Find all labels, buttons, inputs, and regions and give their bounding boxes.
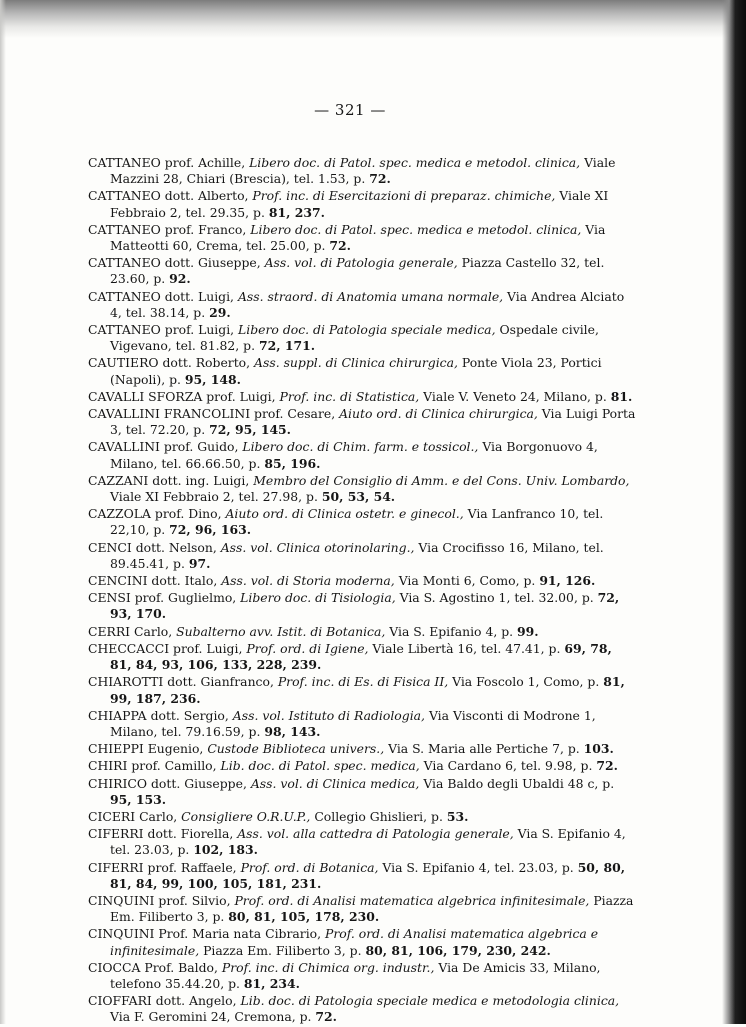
- entry-name: CAVALLINI: [88, 439, 160, 455]
- entry-title: prof. Guido,: [159, 439, 243, 455]
- entry-pages: 72, 93, 170.: [110, 590, 620, 622]
- entry-name: CAVALLI SFORZA: [88, 388, 203, 404]
- entry-name: CATTANEO: [88, 221, 161, 237]
- entry-address: Via S. Maria alle Pertiche 7, p.: [384, 741, 584, 757]
- entry-name: CENCINI: [88, 573, 148, 589]
- entry-address: Via Borgonuovo 4, Milano, tel. 66.66.50, p.: [110, 439, 598, 471]
- entry-pages: 72.: [329, 238, 351, 254]
- entry-pages: 72.: [315, 1009, 337, 1025]
- entry-name: CIOFFARI: [88, 993, 152, 1009]
- entry-title: dott. Giuseppe,: [147, 775, 251, 791]
- entry-title: prof. Luigi,: [202, 388, 280, 404]
- directory-entry: [88, 674, 636, 706]
- directory-entry: [88, 255, 636, 287]
- entry-address: Viale Libertà 16, tel. 47.41, p.: [368, 640, 565, 656]
- entry-title: dott. ing. Luigi,: [148, 472, 254, 488]
- entry-role: Ass. vol. Clinica otorinolaring.,: [220, 539, 415, 555]
- entry-title: dott. Angelo,: [151, 993, 241, 1009]
- entry-pages: 72.: [596, 758, 618, 774]
- directory-entry: [88, 758, 636, 774]
- entry-pages: 50, 53, 54.: [321, 489, 396, 505]
- entry-role: Membro del Consiglio di Amm. e del Cons. Univ. Lombardo,: [253, 472, 630, 488]
- entry-title: dott. Gianfranco,: [163, 674, 278, 690]
- entry-name: CATTANEO: [88, 322, 161, 338]
- entry-role: Ass. vol. Istituto di Radiologia,: [232, 707, 425, 723]
- directory-entry: [88, 506, 636, 538]
- entry-pages: 80, 81, 105, 178, 230.: [228, 909, 380, 925]
- entry-address: Viale Mazzini 28, Chiari (Brescia), tel. 1.53, p.: [110, 155, 616, 187]
- entry-address: Via Cardano 6, tel. 9.98, p.: [419, 758, 597, 774]
- entry-role: Ass. straord. di Anatomia umana normale,: [237, 288, 504, 304]
- entry-pages: 95, 153.: [110, 791, 167, 807]
- entry-title: prof. Cesare,: [250, 406, 340, 422]
- entry-address: Piazza Castello 32, tel. 23.60, p.: [110, 255, 605, 287]
- entry-name: CAZZANI: [88, 472, 149, 488]
- entry-role: Lib. doc. di Patologia speciale medica e metodologia clinica,: [240, 993, 620, 1009]
- entry-role: Libero doc. di Patologia speciale medica,: [238, 322, 496, 338]
- entry-name: CATTANEO: [88, 155, 161, 170]
- entry-pages: 95, 148.: [184, 371, 241, 387]
- entry-name: CIFERRI: [88, 859, 144, 875]
- entry-name: CIOCCA: [88, 959, 141, 975]
- entry-title: dott. Giuseppe,: [160, 255, 265, 271]
- entry-title: dott. Fiorella,: [143, 826, 238, 842]
- entry-pages: 80, 81, 106, 179, 230, 242.: [365, 942, 551, 958]
- entry-pages: 72, 95, 145.: [209, 422, 291, 438]
- entry-name: CINQUINI: [88, 926, 155, 942]
- entry-pages: 81, 234.: [243, 975, 300, 991]
- entry-address: Via De Amicis 33, Milano, telefono 35.44.20, p.: [110, 959, 601, 991]
- directory-entry: [88, 222, 636, 254]
- entry-pages: 97.: [188, 555, 211, 571]
- entry-title: prof. Achille,: [160, 155, 250, 170]
- directory-entry: [88, 289, 636, 321]
- directory-entry: [88, 406, 636, 438]
- entry-title: Carlo,: [130, 623, 177, 639]
- entry-pages: 98, 143.: [264, 723, 321, 739]
- directory-entry: [88, 590, 636, 622]
- directory-entry: [88, 355, 636, 387]
- entry-role: Libero doc. di Chim. farm. e tossicol.,: [242, 439, 479, 455]
- entry-name: CATTANEO: [88, 255, 161, 271]
- entry-address: Via S. Epifanio 4, tel. 23.03, p.: [110, 826, 626, 858]
- entry-pages: 72, 171.: [258, 338, 316, 354]
- entry-address: Via Monti 6, Como, p.: [394, 573, 540, 589]
- entry-role: Ass. vol. di Patologia generale,: [264, 255, 458, 271]
- entry-title: prof. Luigi,: [169, 640, 247, 656]
- entry-address: Via Foscolo 1, Como, p.: [448, 674, 604, 690]
- entry-name: CINQUINI: [88, 892, 155, 908]
- entry-address: Via Matteotti 60, Crema, tel. 25.00, p.: [110, 221, 606, 254]
- entry-pages: 81, 99, 187, 236.: [110, 674, 625, 706]
- entry-role: Prof. ord. di Botanica,: [240, 859, 379, 875]
- entry-title: Carlo,: [135, 808, 182, 824]
- entry-address: Via Andrea Alciato 4, tel. 38.14, p.: [110, 288, 625, 320]
- entry-address: Via S. Epifanio 4, p.: [385, 623, 518, 639]
- directory-entry: [88, 322, 636, 354]
- directory-entry: [88, 960, 636, 992]
- entry-role: Prof. ord. di Igiene,: [246, 640, 369, 656]
- entry-name: CATTANEO: [88, 188, 161, 204]
- entry-address: Via Crocifisso 16, Milano, tel. 89.45.41, p.: [110, 539, 604, 571]
- entry-title: prof. Silvio,: [154, 892, 235, 908]
- entry-address: Piazza Em. Filiberto 3, p.: [110, 892, 634, 925]
- directory-entry: [88, 439, 636, 471]
- entry-name: CENCI: [88, 539, 132, 555]
- entry-title: prof. Dino,: [150, 506, 226, 522]
- entry-address: Piazza Em. Filiberto 3, p.: [199, 942, 366, 958]
- entry-address: Ponte Viola 23, Portici (Napoli), p.: [110, 355, 602, 387]
- entry-role: Libero doc. di Patol. spec. medica e metodol. clinica,: [249, 155, 581, 170]
- entry-role: Ass. suppl. di Clinica chirurgica,: [254, 355, 458, 371]
- directory-entry: [88, 893, 636, 925]
- entry-name: CHIRICO: [88, 775, 148, 791]
- entry-title: prof. Raffaele,: [143, 859, 241, 875]
- entry-pages: 81.: [610, 388, 633, 404]
- entry-name: CENSI: [88, 590, 131, 606]
- directory-entries: [88, 155, 636, 1027]
- directory-entry: [88, 188, 636, 220]
- entry-title: dott. Alberto,: [160, 188, 253, 204]
- entry-title: dott. Sergio,: [146, 707, 233, 723]
- entry-pages: 91, 126.: [539, 573, 596, 589]
- entry-address: Ospedale civile, Vigevano, tel. 81.82, p.: [110, 322, 599, 354]
- entry-role: Prof. inc. di Statistica,: [279, 388, 420, 404]
- entry-name: CHIRI: [88, 758, 128, 774]
- directory-entry: [88, 809, 636, 825]
- entry-name: CAZZOLA: [88, 506, 151, 522]
- directory-entry: [88, 860, 636, 892]
- directory-entry: [88, 473, 636, 505]
- directory-entry: [88, 540, 636, 572]
- entry-address: Via S. Agostino 1, tel. 32.00, p.: [395, 590, 598, 606]
- entry-pages: 69, 78, 81, 84, 93, 106, 133, 228, 239.: [110, 640, 612, 673]
- entry-pages: 92.: [169, 271, 191, 287]
- entry-role: Aiuto ord. di Clinica ostetr. e ginecol.,: [225, 506, 464, 522]
- entry-pages: 103.: [583, 741, 614, 757]
- entry-name: CIFERRI: [88, 826, 144, 842]
- entry-address: Via Lanfranco 10, tel. 22,10, p.: [110, 506, 604, 538]
- entry-pages: 72, 96, 163.: [169, 522, 252, 538]
- entry-pages: 29.: [209, 304, 231, 320]
- entry-title: dott. Roberto,: [158, 355, 255, 371]
- entry-role: Prof. inc. di Esercitazioni di preparaz. chimiche,: [252, 188, 556, 204]
- entry-address: Collegio Ghislieri, p.: [310, 808, 447, 824]
- entry-role: Prof. inc. di Es. di Fisica II,: [277, 674, 449, 690]
- directory-entry: [88, 993, 636, 1025]
- entry-role: Aiuto ord. di Clinica chirurgica,: [339, 406, 538, 422]
- entry-address: Viale V. Veneto 24, Milano, p.: [419, 388, 611, 404]
- directory-entry: [88, 708, 636, 740]
- directory-entry: [88, 624, 636, 640]
- entry-name: CHECCACCI: [88, 640, 170, 656]
- directory-entry: [88, 573, 636, 589]
- entry-role: Subalterno avv. Istit. di Botanica,: [176, 623, 386, 639]
- entry-pages: 99.: [517, 623, 539, 639]
- entry-role: Libero doc. di Tisiologia,: [240, 590, 396, 606]
- entry-address: Via S. Epifanio 4, tel. 23.03, p.: [378, 859, 578, 875]
- entry-title: Eugenio,: [143, 741, 208, 757]
- directory-entry: [88, 741, 636, 757]
- directory-entry: [88, 641, 636, 673]
- entry-pages: 53.: [446, 808, 469, 824]
- scan-top-shadow: [0, 0, 746, 38]
- entry-title: prof. Camillo,: [127, 758, 221, 774]
- entry-role: Prof. inc. di Chimica org. industr.,: [221, 959, 435, 975]
- entry-title: dott. Italo,: [147, 573, 222, 589]
- entry-role: Lib. doc. di Patol. spec. medica,: [220, 758, 420, 774]
- directory-entry: [88, 389, 636, 405]
- directory-entry: [88, 826, 636, 858]
- entry-pages: 50, 80, 81, 84, 99, 100, 105, 181, 231.: [110, 859, 626, 891]
- entry-role: Ass. vol. di Storia moderna,: [221, 573, 395, 589]
- entry-title: prof. Franco,: [160, 221, 251, 237]
- entry-title: prof. Guglielmo,: [130, 590, 241, 606]
- page-number: — 321 —: [314, 101, 386, 119]
- entry-role: Custode Biblioteca univers.,: [207, 741, 385, 757]
- entry-pages: 72.: [369, 171, 391, 187]
- entry-pages: 81, 237.: [268, 204, 325, 220]
- scan-left-edge: [0, 0, 6, 1024]
- entry-address: Via Luigi Porta 3, tel. 72.20, p.: [110, 406, 636, 438]
- entry-name: CAVALLINI FRANCOLINI: [88, 406, 251, 422]
- entry-name: CATTANEO: [88, 288, 161, 304]
- entry-title: Prof. Baldo,: [140, 959, 222, 975]
- entry-title: prof. Luigi,: [160, 322, 239, 338]
- entry-role: Prof. ord. di Analisi matematica algebrica infinitesimale,: [234, 892, 590, 908]
- entry-address: Via Visconti di Modrone 1, Milano, tel. 79.16.59, p.: [110, 707, 596, 739]
- entry-name: CHIEPPI: [88, 741, 144, 757]
- entry-name: CHIAROTTI: [88, 674, 164, 690]
- scan-right-edge: [722, 0, 746, 1024]
- entry-name: CAUTIERO: [88, 355, 159, 371]
- directory-entry: [88, 155, 636, 187]
- entry-address: Viale XI Febbraio 2, tel. 29.35, p.: [110, 188, 609, 220]
- entry-name: CHIAPPA: [88, 707, 147, 723]
- entry-role: Libero doc. di Patol. spec. medica e metodol. clinica,: [250, 221, 582, 237]
- entry-title: Prof. Maria nata Cibrario,: [154, 926, 325, 942]
- entry-name: CERRI: [88, 623, 131, 639]
- entry-role: Consigliere O.R.U.P.,: [181, 808, 311, 824]
- entry-address: Via Baldo degli Ubaldi 48 c, p.: [419, 775, 615, 791]
- entry-role: Ass. vol. alla cattedra di Patologia generale,: [237, 826, 514, 842]
- entry-pages: 85, 196.: [264, 455, 321, 471]
- directory-entry: [88, 926, 636, 958]
- directory-entry: [88, 776, 636, 808]
- entry-address: Via F. Geromini 24, Cremona, p.: [110, 1009, 316, 1025]
- entry-title: dott. Luigi,: [160, 288, 238, 304]
- entry-role: Prof. ord. di Analisi matematica algebrica e infinitesimale,: [110, 926, 599, 958]
- entry-address: Viale XI Febbraio 2, tel. 27.98, p.: [110, 489, 322, 505]
- entry-name: CICERI: [88, 808, 136, 824]
- entry-pages: 102, 183.: [193, 842, 258, 858]
- entry-role: Ass. vol. di Clinica medica,: [250, 775, 420, 791]
- entry-title: dott. Nelson,: [131, 539, 221, 555]
